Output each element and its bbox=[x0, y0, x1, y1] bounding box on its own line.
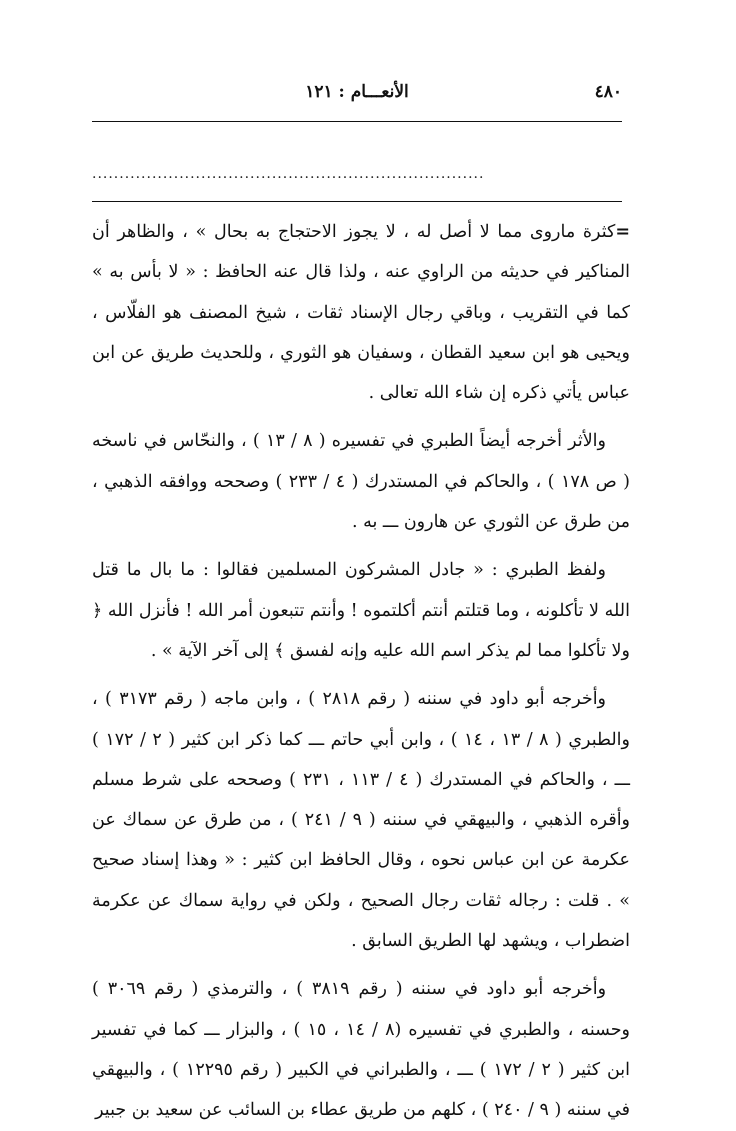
continuation-mark: = bbox=[615, 222, 630, 242]
footnote-paragraph: وأخرجه أبو داود في سننه ( رقم ٢٨١٨ ) ، وابن ماجه ( رقم ٣١٧٣ ) ، والطبري ( ٨ / ١٣ ، ١٤ ) ، وابن أبي حاتم ـــ كما ذكر ابن كثير ( ٢ / ١٧٢ ) ـــ ، والحاكم في المستدرك ( ٤ / ١١٣ ، ٢٣١ ) وصححه على شرط مسلم وأقره الذهبي ، والبيهقي في سننه ( ٩ / ٢٤١ ) ، من طرق عن سماك عن عكرمة عن ابن عباس نحوه ، وقال الحافظ ابن كثير : « وهذا إسناد صحيح » . قلت : رجاله ثقات رجال الصحيح ، ولكن في رواية سماك عن عكرمة اضطراب ، ويشهد لها الطريق السابق . bbox=[92, 689, 631, 952]
page-number: ٤٨٠ bbox=[594, 82, 622, 102]
header-rule bbox=[92, 121, 622, 122]
footnote-paragraph: والأثر أخرجه أيضاً الطبري في تفسيره ( ٨ / ١٣ ) ، والنحّاس في ناسخه ( ص ١٧٨ ) ، والحاكم في المستدرك ( ٤ / ٢٣٣ ) وصححه ووافقه الذهبي ، من طرق عن الثوري عن هارون ـــ به . bbox=[92, 431, 630, 533]
footnote-paragraph: ولفظ الطبري : « جادل المشركون المسلمين فقالوا : ما بال ما قتل الله لا تأكلونه ، وما قتلتم أنتم أكلتموه ! وأنتم تتبعون أمر الله ! فأنزل الله ﴿ ولا تأكلوا مما لم يذكر اسم الله عليه وإنه لفسق ﴾ إلى آخر الآية » . bbox=[92, 560, 630, 661]
footnote-paragraph: وأخرجه أبو داود في سننه ( رقم ٣٨١٩ ) ، والترمذي ( رقم ٣٠٦٩ ) وحسنه ، والطبري في تفسيره (٨ / ١٤ ، ١٥ ) ، والبزار ـــ كما في تفسير ابن كثير ( ٢ / ١٧٢ ) ـــ ، والطبراني في الكبير ( رقم ١٢٢٩٥ ) ، والبيهقي في سننه ( ٩ / ٢٤٠ ) ، كلهم من طريق عطاء بن السائب عن سعيد بن جبير bbox=[92, 979, 631, 1121]
footnote-paragraph bbox=[92, 212, 630, 413]
paragraph-text: كثرة ماروى مما لا أصل له ، لا يجوز الاحتجاج به بحال » ، والظاهر أن المناكير في حديثه من الراوي عنه ، ولذا قال عنه الحافظ : « لا بأس به » كما في التقريب ، وباقي رجال الإسناد ثقات ، شيخ المصنف هو الفلّاس ، ويحيى هو ابن سعيد القطان ، وسفيان هو الثوري ، وللحديث طريق عن ابن عباس يأتي ذكره إن شاء الله تعالى . bbox=[92, 222, 630, 404]
dotted-separator: ........................................................................ bbox=[92, 166, 485, 182]
footnote-body bbox=[92, 212, 631, 1121]
footnote-rule bbox=[92, 201, 622, 202]
page-header bbox=[92, 82, 622, 112]
running-title: الأنعـــام : ١٢١ bbox=[305, 82, 409, 102]
